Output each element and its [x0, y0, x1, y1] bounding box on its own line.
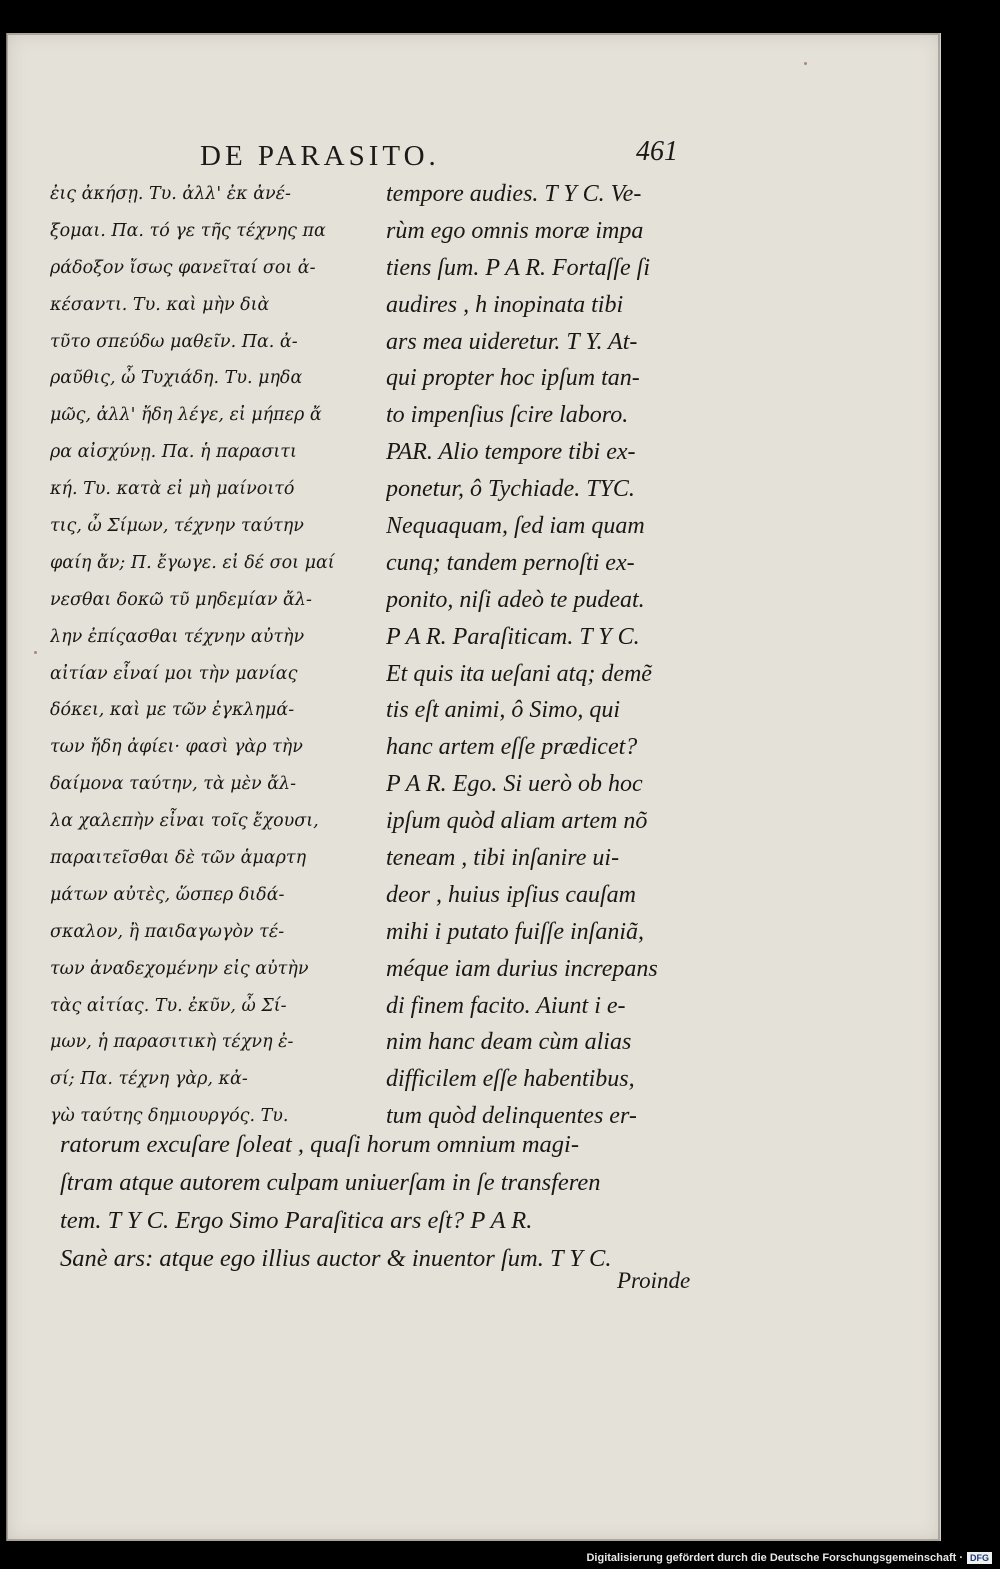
latin-text-line: mihi i putato fuiſſe inſaniã,: [386, 918, 644, 945]
greek-text-line: τῦτο σπεύδω μαθεῖν. Πα. ἀ-: [50, 331, 298, 352]
latin-text-line: audires , h inopinata tibi: [386, 291, 624, 318]
latin-text-line: difficilem eſſe habentibus,: [386, 1066, 635, 1093]
paper-speck: [804, 62, 807, 65]
latin-text-column: [386, 176, 706, 1135]
latin-text-line: tum quòd delinquentes er-: [386, 1103, 637, 1130]
latin-text-line: cunq; tandem pernoſti ex-: [386, 549, 635, 576]
greek-text-line: των ἀναδεχομένην εἰς αὐτὴν: [50, 958, 309, 979]
greek-text-line: ἐις ἀκήσῃ. Τυ. ἀλλ' ἐκ ἀνέ-: [50, 184, 291, 204]
latin-text-line: qui propter hoc ipſum tan-: [386, 365, 640, 392]
latin-text-line: tiens ſum. P A R. Fortaſſe ſi: [386, 254, 650, 281]
latin-text-line: nim hanc deam cùm alias: [386, 1029, 632, 1056]
greek-text-line: ραῦθις, ὦ Τυχιάδη. Τυ. μηδα: [50, 368, 303, 389]
greek-text-line: κή. Τυ. κατὰ εἰ μὴ μαίνοιτό: [50, 479, 295, 500]
latin-text-line: hanc artem eſſe prædicet?: [386, 734, 638, 761]
catchword: Proinde: [617, 1268, 691, 1293]
latin-text-line: to impenſius ſcire laboro.: [386, 402, 629, 429]
greek-text-line: δαίμονα ταύτην, τὰ μὲν ἄλ-: [50, 774, 297, 795]
latin-full-width-line: ratorum excuſare ſoleat , quaſi horum omnium magi-: [60, 1131, 579, 1158]
latin-text-line: ars mea uideretur. T Y. At-: [386, 328, 638, 355]
latin-text-line: méque iam durius increpans: [386, 955, 658, 982]
latin-text-line: Nequaquam, ſed iam quam: [386, 513, 645, 540]
latin-text-line: tis eſt animi, ô Simo, qui: [386, 697, 620, 724]
greek-text-line: νεσθαι δοκῶ τῦ μηδεμίαν ἄλ-: [50, 589, 312, 610]
greek-text-line: ξομαι. Πα. τό γε τῆς τέχνης πα: [50, 220, 326, 241]
greek-text-column: [50, 176, 368, 1135]
latin-text-line: di finem facito. Aiunt i e-: [386, 992, 626, 1019]
greek-text-line: λα χαλεπὴν εἶναι τοῖς ἔχουσι,: [50, 811, 319, 832]
latin-text-line: ipſum quòd aliam artem nõ: [386, 808, 648, 835]
latin-text-line: ponito, niſi adeò te pudeat.: [386, 586, 645, 613]
full-width-text-block: [60, 1126, 720, 1278]
greek-text-line: σί; Πα. τέχνη γὰρ, κἀ-: [50, 1069, 248, 1090]
latin-text-line: tempore audies. T Y C. Ve-: [386, 181, 642, 207]
latin-full-width-line: tem. T Y C. Ergo Simo Paraſitica ars eſt? P A R.: [60, 1207, 533, 1234]
latin-text-line: P A R. Paraſiticam. T Y C.: [386, 623, 640, 650]
greek-text-line: παραιτεῖσθαι δὲ τῶν ἁμαρτη: [50, 848, 307, 869]
greek-text-line: μῶς, ἀλλ' ἤδη λέγε, εἰ μήπερ ἄ: [50, 405, 322, 426]
greek-text-line: τὰς αἰτίας. Τυ. ἐκῦν, ὦ Σί-: [50, 995, 287, 1016]
latin-text-line: Et quis ita ueſani atq; demẽ: [386, 660, 652, 687]
greek-text-line: κέσαντι. Τυ. καὶ μὴν διὰ: [50, 294, 270, 315]
greek-text-line: μάτων αὐτὲς, ὥσπερ διδά-: [50, 884, 285, 905]
dfg-logo: DFG: [967, 1552, 992, 1564]
latin-full-width-line: ſtram atque autorem culpam uniuerſam in ſe transferen: [60, 1169, 601, 1196]
latin-text-line: deor , huius ipſius cauſam: [386, 881, 636, 908]
greek-text-line: των ἤδη ἀφίει· φασὶ γὰρ τὴν: [50, 737, 303, 758]
latin-text-line: P A R. Ego. Si uerò ob hoc: [386, 771, 643, 798]
greek-text-line: φαίη ἄν; Π. ἔγωγε. εἰ δέ σοι μαί: [50, 552, 335, 573]
greek-text-line: ράδοξον ἴσως φανεῖταί σοι ἀ-: [50, 257, 316, 278]
running-head: DE PARASITO.: [200, 140, 440, 172]
latin-full-width-line: Sanè ars: atque ego illius auctor & inuentor ſum. T Y C.: [60, 1245, 612, 1272]
greek-text-line: ρα αἰσχύνῃ. Πα. ἡ παρασιτι: [50, 442, 297, 463]
greek-text-line: δόκει, καὶ με τῶν ἐγκλημά-: [50, 700, 295, 721]
greek-text-line: μων, ἡ παρασιτικὴ τέχνη ἐ-: [50, 1032, 294, 1053]
greek-text-line: σκαλον, ἢ παιδαγωγὸν τέ-: [50, 921, 285, 942]
latin-text-line: PAR. Alio tempore tibi ex-: [386, 439, 636, 466]
greek-text-line: τις, ὦ Σίμων, τέχνην ταύτην: [50, 516, 304, 537]
credit-text: Digitalisierung gefördert durch die Deutsche Forschungsgemeinschaft ·: [586, 1552, 963, 1564]
page-number: 461: [636, 136, 678, 167]
greek-text-line: γὼ ταύτης δημιουργός. Τυ.: [50, 1106, 289, 1127]
paper-speck: [34, 651, 37, 654]
latin-text-line: teneam , tibi inſanire ui-: [386, 845, 620, 872]
latin-text-line: rùm ego omnis moræ impa: [386, 217, 644, 244]
latin-text-line: ponetur, ô Tychiade. TYC.: [386, 476, 635, 503]
greek-text-line: λην ἐπίςασθαι τέχνην αὐτὴν: [50, 626, 305, 647]
digitization-credit: [586, 1552, 992, 1564]
greek-text-line: αἰτίαν εἶναί μοι τὴν μανίας: [50, 663, 298, 684]
